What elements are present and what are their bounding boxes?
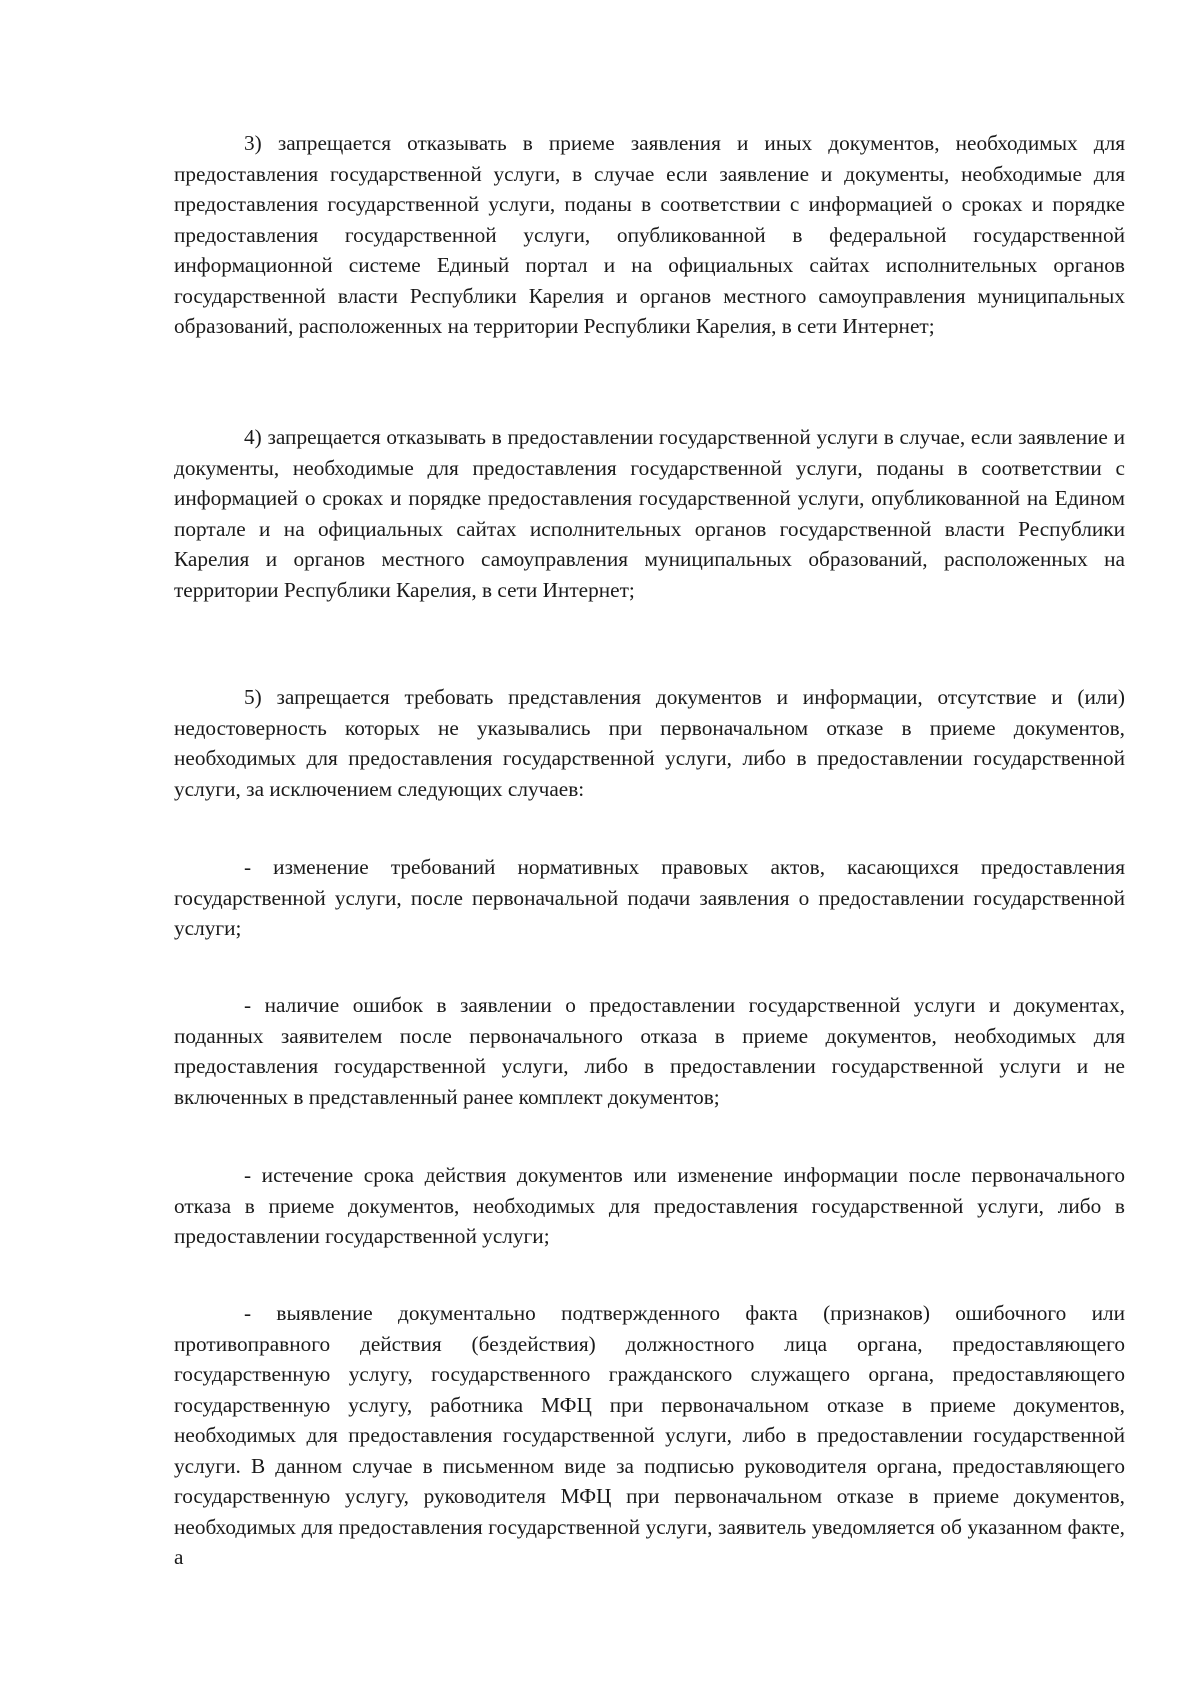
paragraph-subitem-expiration: - истечение срока действия документов или изменение информации после первоначального отказа в приеме документов, необходимых для предоставления государственной услуги, либо в предоставлении государственной услуги; [174,1163,1125,1248]
paragraph-item-5: 5) запрещается требовать представления документов и информации, отсутствие и (или) недостоверность которых не указывались при первоначальном отказе в приеме документов, необходимых для предоставления государственной услуги, либо в предоставлении государственной услуги, за исключением следующих случаев: [174,685,1125,801]
paragraph-subitem-errors: - наличие ошибок в заявлении о предоставлении государственной услуги и документах, поданных заявителем после первоначального отказа в приеме документов, необходимых для предоставления государственной услуги, либо в предоставлении государственной услуги и не включенных в представленный ранее комплект документов; [174,993,1125,1109]
paragraph-subitem-requirements-change: - изменение требований нормативных правовых актов, касающихся предоставления государственной услуги, после первоначальной подачи заявления о предоставлении государственной услуги; [174,855,1125,940]
paragraph-item-4: 4) запрещается отказывать в предоставлении государственной услуги в случае, если заявление и документы, необходимые для предоставления государственной услуги, поданы в соответствии с информацией о сроках и порядке предоставления государственной услуги, опубликованной на Едином портале и на официальных сайтах исполнительных органов государственной власти Республики Карелия и органов местного самоуправления муниципальных образований, расположенных на территории Республики Карелия, в сети Интернет; [174,425,1125,602]
paragraph-item-3: 3) запрещается отказывать в приеме заявления и иных документов, необходимых для предоставления государственной услуги, в случае если заявление и документы, необходимые для предоставления государственной услуги, поданы в соответствии с информацией о сроках и порядке предоставления государственной услуги, опубликованной в федеральной государственной информационной системе Единый портал и на официальных сайтах исполнительных органов государственной власти Республики Карелия и органов местного самоуправления муниципальных образований, расположенных на территории Республики Карелия, в сети Интернет; [174,131,1125,338]
paragraph-subitem-misconduct: - выявление документально подтвержденного факта (признаков) ошибочного или противоправного действия (бездействия) должностного лица органа, предоставляющего государственную услугу, государственного гражданского служащего органа, предоставляющего государственную услугу, работника МФЦ при первоначальном отказе в приеме документов, необходимых для предоставления государственной услуги, либо в предоставлении государственной услуги. В данном случае в письменном виде за подписью руководителя органа, предоставляющего государственную услугу, руководителя МФЦ при первоначальном отказе в приеме документов, необходимых для предоставления государственной услуги, заявитель уведомляется об указанном факте, а [174,1301,1125,1569]
